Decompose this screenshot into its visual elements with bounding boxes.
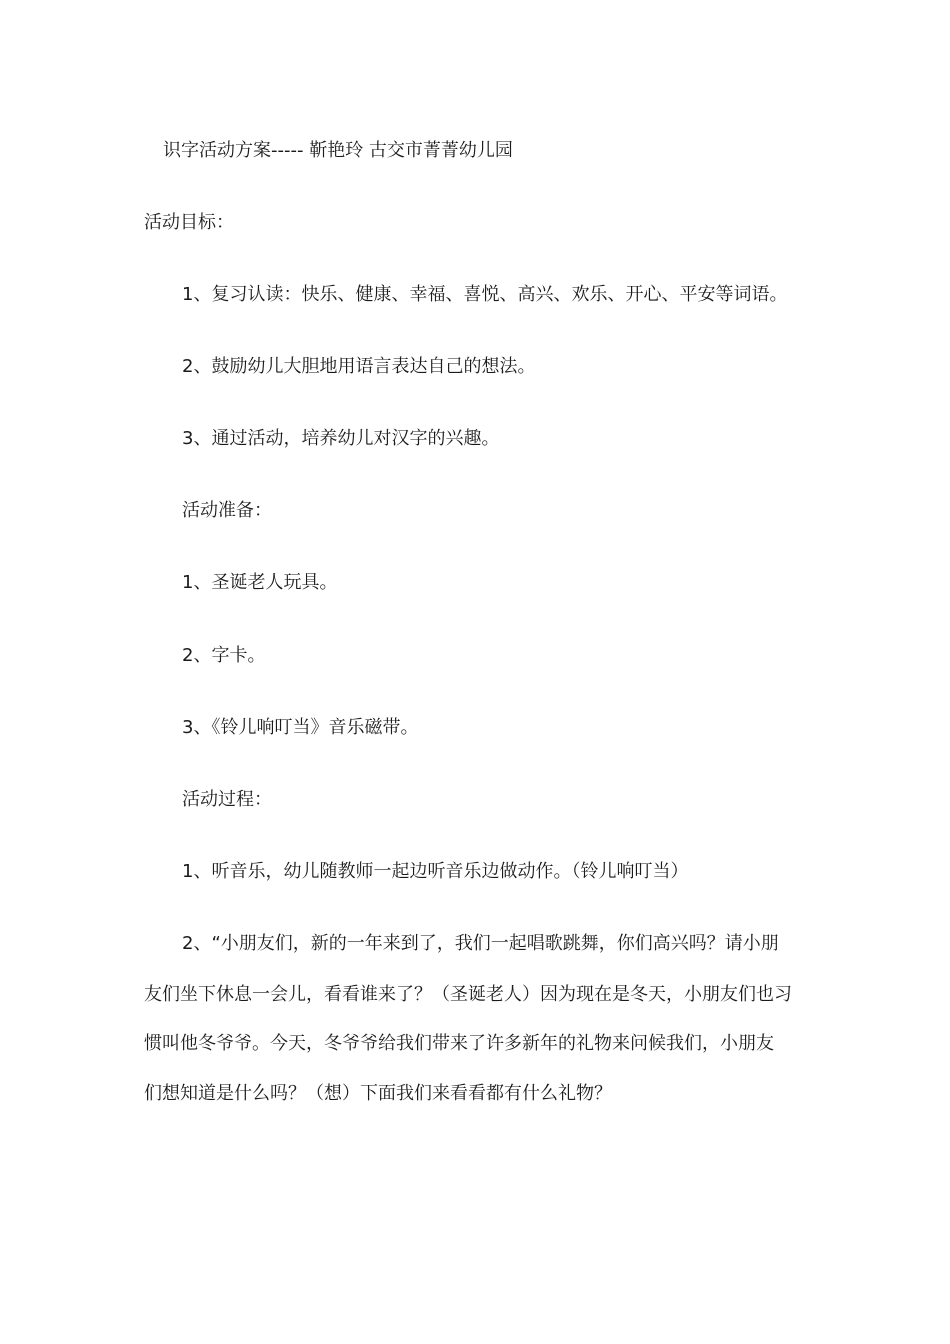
process-item: 1、听音乐，幼儿随教师一起边听音乐边做动作。（铃儿响叮当） xyxy=(182,861,689,882)
process-paragraph-line: 2、“小朋友们，新的一年来到了，我们一起唱歌跳舞，你们高兴吗？请小朋 xyxy=(182,933,779,954)
goal-item: 3、通过活动，培养幼儿对汉字的兴趣。 xyxy=(182,428,500,449)
process-paragraph-line: 惯叫他冬爷爷。今天，冬爷爷给我们带来了许多新年的礼物来问候我们，小朋友 xyxy=(144,1033,774,1054)
prep-item: 2、字卡。 xyxy=(182,645,266,666)
process-paragraph-line: 们想知道是什么吗？（想）下面我们来看看都有什么礼物？ xyxy=(144,1083,612,1104)
goals-heading: 活动目标： xyxy=(144,212,234,233)
prep-heading: 活动准备： xyxy=(182,500,272,521)
goal-item: 2、鼓励幼儿大胆地用语言表达自己的想法。 xyxy=(182,356,536,377)
goal-item: 1、复习认读：快乐、健康、幸福、喜悦、高兴、欢乐、开心、平安等词语。 xyxy=(182,284,788,305)
process-heading: 活动过程： xyxy=(182,789,272,810)
prep-item: 3、《铃儿响叮当》音乐磁带。 xyxy=(182,717,419,738)
prep-item: 1、圣诞老人玩具。 xyxy=(182,572,338,593)
document-title: 识字活动方案----- 靳艳玲 古交市菁菁幼儿园 xyxy=(163,140,513,161)
process-paragraph-line: 友们坐下休息一会儿，看看谁来了？（圣诞老人）因为现在是冬天，小朋友们也习 xyxy=(144,984,792,1005)
